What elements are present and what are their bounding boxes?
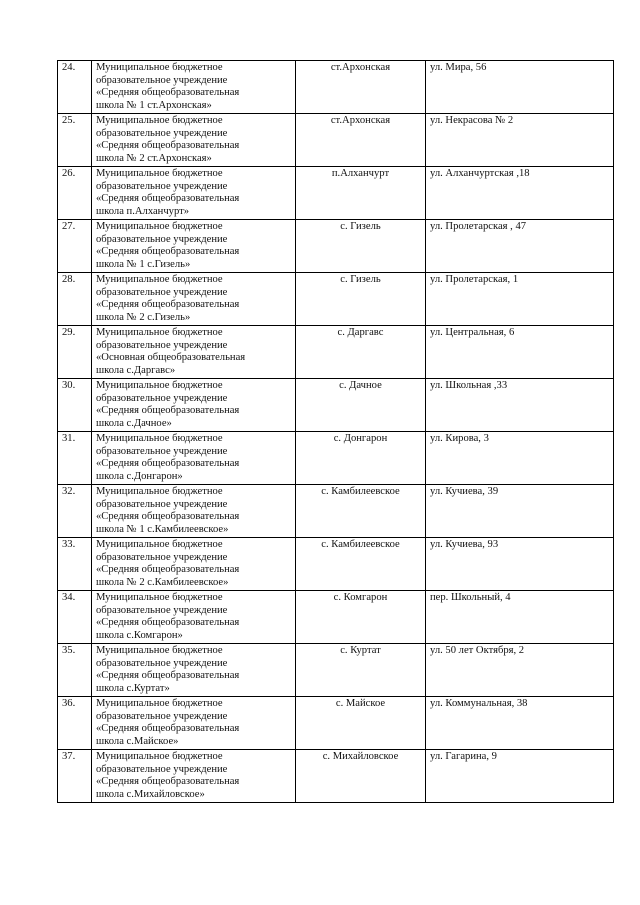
- school-name-cell: [92, 538, 296, 591]
- table-row: [58, 167, 614, 220]
- table-row: [58, 644, 614, 697]
- school-name-line: Муниципальное бюджетное: [96, 115, 223, 126]
- settlement-cell: с. Гизель: [296, 273, 426, 326]
- address-cell: ул. Коммунальная, 38: [426, 697, 614, 750]
- address-cell: ул. Алханчуртская ,18: [426, 167, 614, 220]
- school-name-line: школа № 2 с.Камбилеевское»: [96, 577, 229, 589]
- row-number: 34.: [58, 591, 92, 644]
- school-name-cell: [92, 326, 296, 379]
- table-row: [58, 432, 614, 485]
- school-name-line: школа с.Михайловское»: [96, 789, 205, 801]
- school-name-line: Муниципальное бюджетное: [96, 221, 223, 232]
- school-name-cell: [92, 432, 296, 485]
- row-number: 36.: [58, 697, 92, 750]
- school-name-line: школа с.Дачное»: [96, 418, 172, 430]
- school-name-line: образовательное учреждение: [96, 392, 228, 404]
- address-cell: ул. Гагарина, 9: [426, 750, 614, 803]
- school-name-cell: [92, 750, 296, 803]
- school-name-line: школа № 1 с.Камбилеевское»: [96, 524, 229, 536]
- school-name-line: Муниципальное бюджетное: [96, 645, 223, 656]
- address-cell: ул. Центральная, 6: [426, 326, 614, 379]
- school-name-cell: [92, 485, 296, 538]
- settlement-cell: ст.Архонская: [296, 61, 426, 114]
- row-number: 32.: [58, 485, 92, 538]
- school-name-line: образовательное учреждение: [96, 551, 228, 563]
- school-name-line: «Средняя общеобразовательная: [96, 246, 240, 258]
- school-name-line: школа № 2 с.Гизель»: [96, 312, 191, 324]
- table-row: [58, 114, 614, 167]
- row-number: 30.: [58, 379, 92, 432]
- school-name-line: «Средняя общеобразовательная: [96, 140, 240, 152]
- school-name-line: «Средняя общеобразовательная: [96, 723, 240, 735]
- settlement-cell: п.Алханчурт: [296, 167, 426, 220]
- address-cell: ул. Кучиева, 39: [426, 485, 614, 538]
- school-name-line: школа с.Майское»: [96, 736, 179, 748]
- table-row: [58, 61, 614, 114]
- row-number: 28.: [58, 273, 92, 326]
- settlement-cell: с. Даргавс: [296, 326, 426, 379]
- school-name-line: школа с.Даргавс»: [96, 365, 176, 377]
- school-name-line: Муниципальное бюджетное: [96, 539, 223, 550]
- table-row: [58, 379, 614, 432]
- schools-table-body: [58, 61, 614, 803]
- row-number: 37.: [58, 750, 92, 803]
- school-name-line: Муниципальное бюджетное: [96, 751, 223, 762]
- table-row: [58, 591, 614, 644]
- settlement-cell: с. Камбилеевское: [296, 485, 426, 538]
- school-name-line: школа с.Донгарон»: [96, 471, 183, 483]
- schools-table: [57, 60, 614, 803]
- school-name-line: школа № 1 с.Гизель»: [96, 259, 191, 271]
- row-number: 35.: [58, 644, 92, 697]
- settlement-cell: с. Куртат: [296, 644, 426, 697]
- row-number: 31.: [58, 432, 92, 485]
- school-name-line: школа п.Алханчурт»: [96, 206, 190, 218]
- school-name-line: Муниципальное бюджетное: [96, 274, 223, 285]
- school-name-cell: [92, 644, 296, 697]
- settlement-cell: с. Михайловское: [296, 750, 426, 803]
- school-name-line: образовательное учреждение: [96, 498, 228, 510]
- table-row: [58, 697, 614, 750]
- school-name-line: образовательное учреждение: [96, 127, 228, 139]
- row-number: 25.: [58, 114, 92, 167]
- settlement-cell: с. Майское: [296, 697, 426, 750]
- school-name-line: Муниципальное бюджетное: [96, 168, 223, 179]
- school-name-line: образовательное учреждение: [96, 339, 228, 351]
- school-name-line: школа № 2 ст.Архонская»: [96, 153, 212, 165]
- address-cell: ул. Пролетарская, 1: [426, 273, 614, 326]
- school-name-line: «Средняя общеобразовательная: [96, 564, 240, 576]
- school-name-line: образовательное учреждение: [96, 286, 228, 298]
- row-number: 29.: [58, 326, 92, 379]
- address-cell: ул. Школьная ,33: [426, 379, 614, 432]
- school-name-line: Муниципальное бюджетное: [96, 433, 223, 444]
- school-name-line: «Средняя общеобразовательная: [96, 458, 240, 470]
- school-name-cell: [92, 591, 296, 644]
- school-name-line: «Средняя общеобразовательная: [96, 670, 240, 682]
- table-row: [58, 326, 614, 379]
- school-name-line: «Основная общеобразовательная: [96, 352, 246, 364]
- address-cell: пер. Школьный, 4: [426, 591, 614, 644]
- table-row: [58, 485, 614, 538]
- school-name-line: образовательное учреждение: [96, 233, 228, 245]
- settlement-cell: с. Камбилеевское: [296, 538, 426, 591]
- school-name-line: Муниципальное бюджетное: [96, 486, 223, 497]
- school-name-line: Муниципальное бюджетное: [96, 698, 223, 709]
- address-cell: ул. 50 лет Октября, 2: [426, 644, 614, 697]
- school-name-cell: [92, 167, 296, 220]
- row-number: 26.: [58, 167, 92, 220]
- school-name-line: «Средняя общеобразовательная: [96, 87, 240, 99]
- school-name-line: образовательное учреждение: [96, 180, 228, 192]
- table-row: [58, 750, 614, 803]
- school-name-line: образовательное учреждение: [96, 604, 228, 616]
- school-name-line: образовательное учреждение: [96, 763, 228, 775]
- school-name-line: Муниципальное бюджетное: [96, 62, 223, 73]
- row-number: 33.: [58, 538, 92, 591]
- address-cell: ул. Кучиева, 93: [426, 538, 614, 591]
- school-name-cell: [92, 220, 296, 273]
- table-row: [58, 273, 614, 326]
- school-name-line: образовательное учреждение: [96, 74, 228, 86]
- school-name-line: Муниципальное бюджетное: [96, 592, 223, 603]
- school-name-line: Муниципальное бюджетное: [96, 327, 223, 338]
- settlement-cell: с. Донгарон: [296, 432, 426, 485]
- school-name-line: «Средняя общеобразовательная: [96, 776, 240, 788]
- settlement-cell: с. Дачное: [296, 379, 426, 432]
- school-name-line: школа с.Комгарон»: [96, 630, 183, 642]
- school-name-line: образовательное учреждение: [96, 710, 228, 722]
- settlement-cell: с. Гизель: [296, 220, 426, 273]
- address-cell: ул. Мира, 56: [426, 61, 614, 114]
- school-name-cell: [92, 273, 296, 326]
- table-row: [58, 220, 614, 273]
- address-cell: ул. Некрасова № 2: [426, 114, 614, 167]
- settlement-cell: с. Комгарон: [296, 591, 426, 644]
- school-name-line: «Средняя общеобразовательная: [96, 405, 240, 417]
- school-name-cell: [92, 379, 296, 432]
- school-name-line: школа с.Куртат»: [96, 683, 170, 695]
- school-name-line: «Средняя общеобразовательная: [96, 617, 240, 629]
- row-number: 27.: [58, 220, 92, 273]
- school-name-line: образовательное учреждение: [96, 445, 228, 457]
- row-number: 24.: [58, 61, 92, 114]
- school-name-line: «Средняя общеобразовательная: [96, 193, 240, 205]
- school-name-cell: [92, 114, 296, 167]
- school-name-line: Муниципальное бюджетное: [96, 380, 223, 391]
- school-name-cell: [92, 697, 296, 750]
- school-name-line: образовательное учреждение: [96, 657, 228, 669]
- school-name-line: школа № 1 ст.Архонская»: [96, 100, 212, 112]
- school-name-cell: [92, 61, 296, 114]
- settlement-cell: ст.Архонская: [296, 114, 426, 167]
- address-cell: ул. Кирова, 3: [426, 432, 614, 485]
- school-name-line: «Средняя общеобразовательная: [96, 299, 240, 311]
- school-name-line: «Средняя общеобразовательная: [96, 511, 240, 523]
- table-row: [58, 538, 614, 591]
- address-cell: ул. Пролетарская , 47: [426, 220, 614, 273]
